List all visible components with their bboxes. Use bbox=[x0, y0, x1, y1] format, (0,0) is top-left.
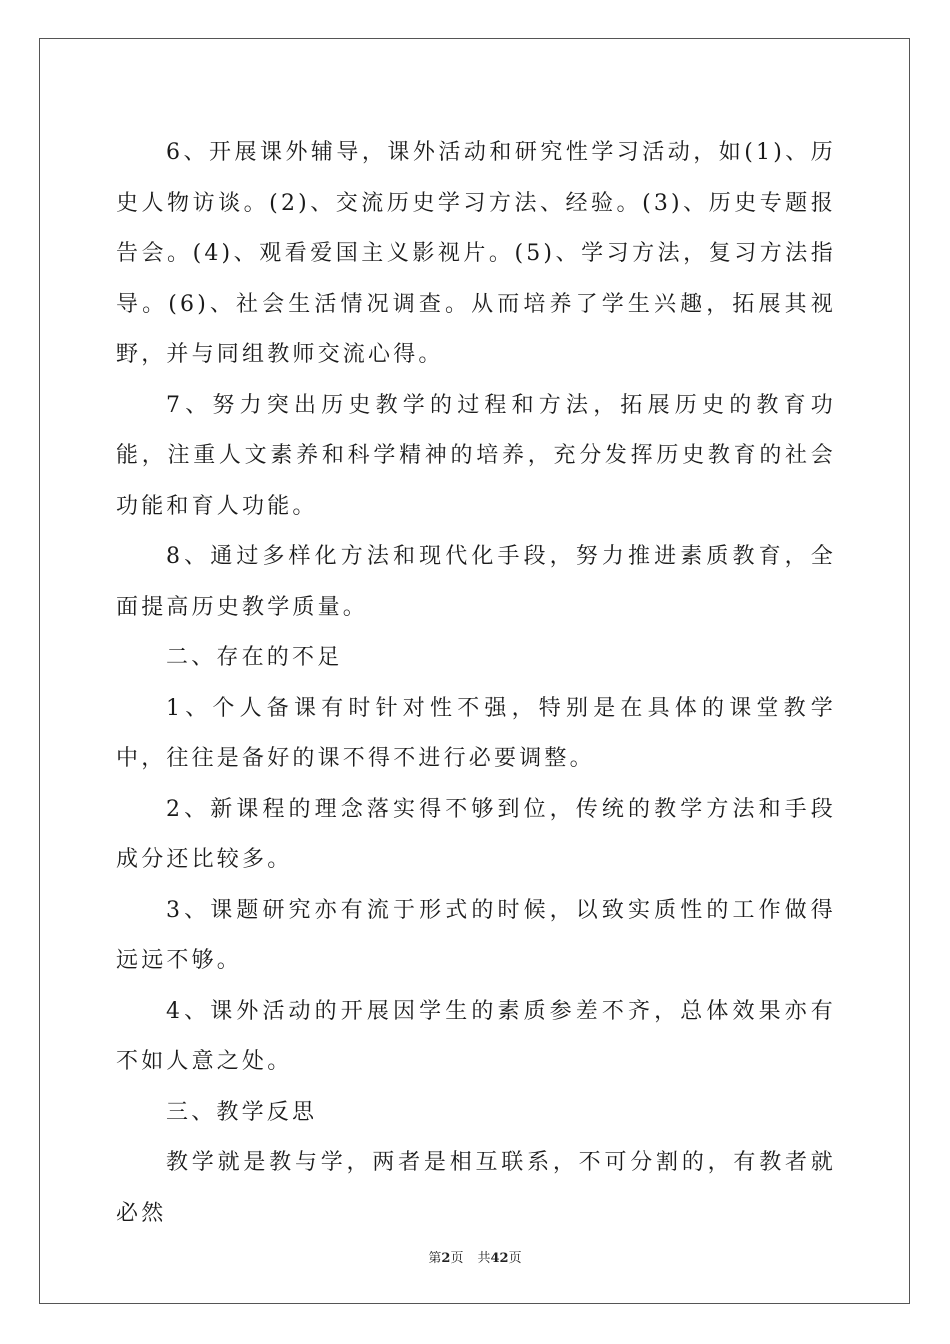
page-suffix: 页 bbox=[450, 1251, 464, 1266]
page-footer bbox=[0, 1247, 950, 1266]
paragraph-reflection: 教学就是教与学，两者是相互联系，不可分割的，有教者就必然 bbox=[116, 1150, 836, 1226]
paragraph-shortcoming-3: 3、课题研究亦有流于形式的时候，以致实质性的工作做得远远不够。 bbox=[116, 897, 836, 973]
page-prefix: 第 bbox=[428, 1251, 442, 1266]
paragraph-item-8: 8、通过多样化方法和现代化手段，努力推进素质教育，全面提高历史教学质量。 bbox=[116, 544, 836, 620]
document-body bbox=[116, 128, 836, 1239]
section-heading-shortcomings: 二、存在的不足 bbox=[166, 645, 343, 670]
section-heading-reflection: 三、教学反思 bbox=[166, 1099, 318, 1125]
total-prefix: 共 bbox=[477, 1251, 491, 1266]
paragraph-shortcoming-4: 4、课外活动的开展因学生的素质参差不齐，总体效果亦有不如人意之处。 bbox=[116, 998, 836, 1074]
paragraph-item-7: 7、努力突出历史教学的过程和方法，拓展历史的教育功能，注重人文素养和科学精神的培养，充分发挥历史教育的社会功能和育人功能。 bbox=[116, 392, 836, 519]
page-number: 2 bbox=[441, 1251, 451, 1266]
paragraph-shortcoming-2: 2、新课程的理念落实得不够到位，传统的教学方法和手段成分还比较多。 bbox=[116, 796, 836, 872]
paragraph-item-6: 6、开展课外辅导，课外活动和研究性学习活动，如(1)、历史人物访谈。(2)、交流历史学习方法、经验。(3)、历史专题报告会。(4)、观看爱国主义影视片。(5)、学习方法，复习方法指导。(6)、社会生活情况调查。从而培养了学生兴趣，拓展其视野，并与同组教师交流心得。 bbox=[116, 140, 836, 367]
total-pages: 42 bbox=[490, 1251, 509, 1266]
paragraph-shortcoming-1: 1、个人备课有时针对性不强，特别是在具体的课堂教学中，往往是备好的课不得不进行必要调整。 bbox=[116, 695, 836, 771]
total-suffix: 页 bbox=[508, 1251, 522, 1266]
